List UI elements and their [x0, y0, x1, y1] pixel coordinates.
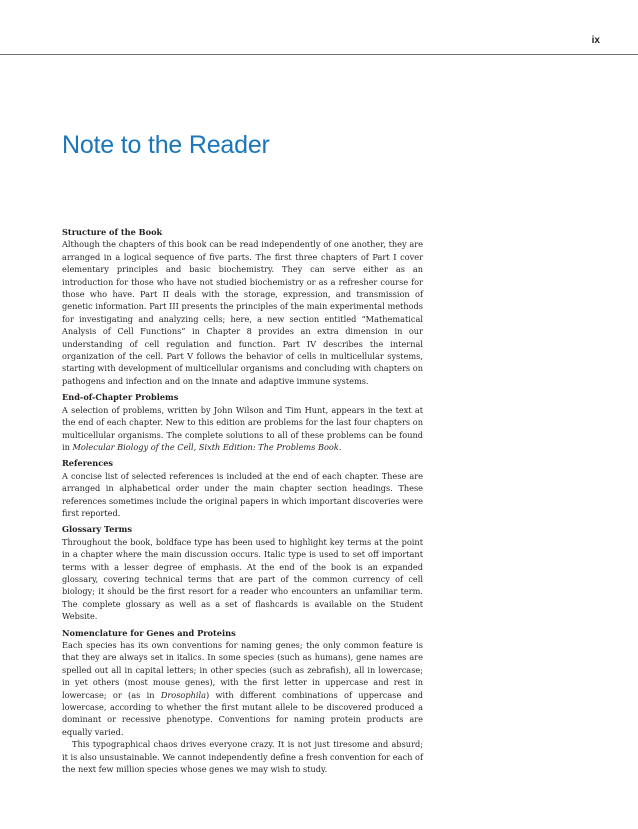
section-heading: Nomenclature for Genes and Proteins [62, 627, 236, 638]
paragraph [62, 404, 423, 454]
section-references [62, 457, 423, 519]
paragraph-text: Each species has its own conventions for naming genes; the only common feature is that they are always set in italics. In some species (such as humans), gene names are spelled out all in capital letters; in other species (such as zebrafish), all in lowercase; in yet others (most mouse genes), with the first letter in uppercase and rest in lowercase; or (as in [62, 640, 423, 700]
paragraph: A concise list of selected references is included at the end of each chapter. These are arranged in alphabetical order under the main chapter section headings. These references sometimes include the original papers in which important discoveries were first reported. [62, 470, 423, 518]
paragraph: This typographical chaos drives everyone crazy. It is not just tiresome and absurd; it is also unsustainable. We cannot independently define a fresh convention for each of the next few million species whose genes we may wish to study. [62, 739, 423, 775]
paragraph-text: ) with different combinations of uppercase and lowercase, according to whether the first mutant allele to be discovered produced a dominant or recessive phenotype. Conventions for naming protein products are equally varied. [62, 689, 423, 737]
paragraph: Although the chapters of this book can be read independently of one another, they are arranged in a logical sequence of five parts. The first three chapters of Part I cover elementary principles and basic biochemistry. They can serve either as an introduction for those who have not studied biochemistry or as a refresher course for those who have. Part II deals with the storage, expression, and transmission of genetic information. Part III presents the principles of the main experimental methods for investigating and analyzing cells; here, a new section entitled “Mathematical Analysis of Cell Functions” in Chapter 8 provides an extra dimension in our understanding of cell regulation and function. Part IV describes the internal organization of the cell. Part V follows the behavior of cells in multicellular systems, starting with development of multicellular organisms and concluding with chapters on pathogens and infection and on the innate and adaptive immune systems. [62, 239, 423, 386]
species-name: Drosophila [160, 689, 206, 700]
section-heading: References [62, 458, 114, 469]
section-heading: Structure of the Book [62, 227, 163, 237]
section-heading: Glossary Terms [62, 524, 132, 535]
section-glossary [62, 523, 423, 622]
body-text [62, 226, 423, 779]
paragraph-text: A selection of problems, written by John Wilson and Tim Hunt, appears in the text at the end of each chapter. New to this edition are problems for the last four chapters on multicellular organisms. The complete solutions to all of these problems can be found in [62, 404, 423, 452]
header-rule [0, 54, 638, 55]
section-nomenclature [62, 627, 423, 776]
paragraph [62, 639, 423, 738]
page-number: ix [591, 35, 600, 46]
section-structure [62, 226, 423, 387]
book-title: Molecular Biology of the Cell, Sixth Edition: The Problems Book [72, 441, 339, 452]
page-title: Note to the Reader [62, 131, 270, 159]
section-problems [62, 391, 423, 453]
paragraph-text: . [338, 441, 342, 452]
section-heading: End-of-Chapter Problems [62, 392, 179, 403]
paragraph: Throughout the book, boldface type has been used to highlight key terms at the point in a chapter where the main discussion occurs. Italic type is used to set off important terms with a lesser degree of emphasis. At the end of the book is an expanded glossary, covering technical terms that are part of the common currency of cell biology; it should be the first resort for a reader who encounters an unfamiliar term. The complete glossary as well as a set of flashcards is available on the Student Website. [62, 536, 423, 622]
